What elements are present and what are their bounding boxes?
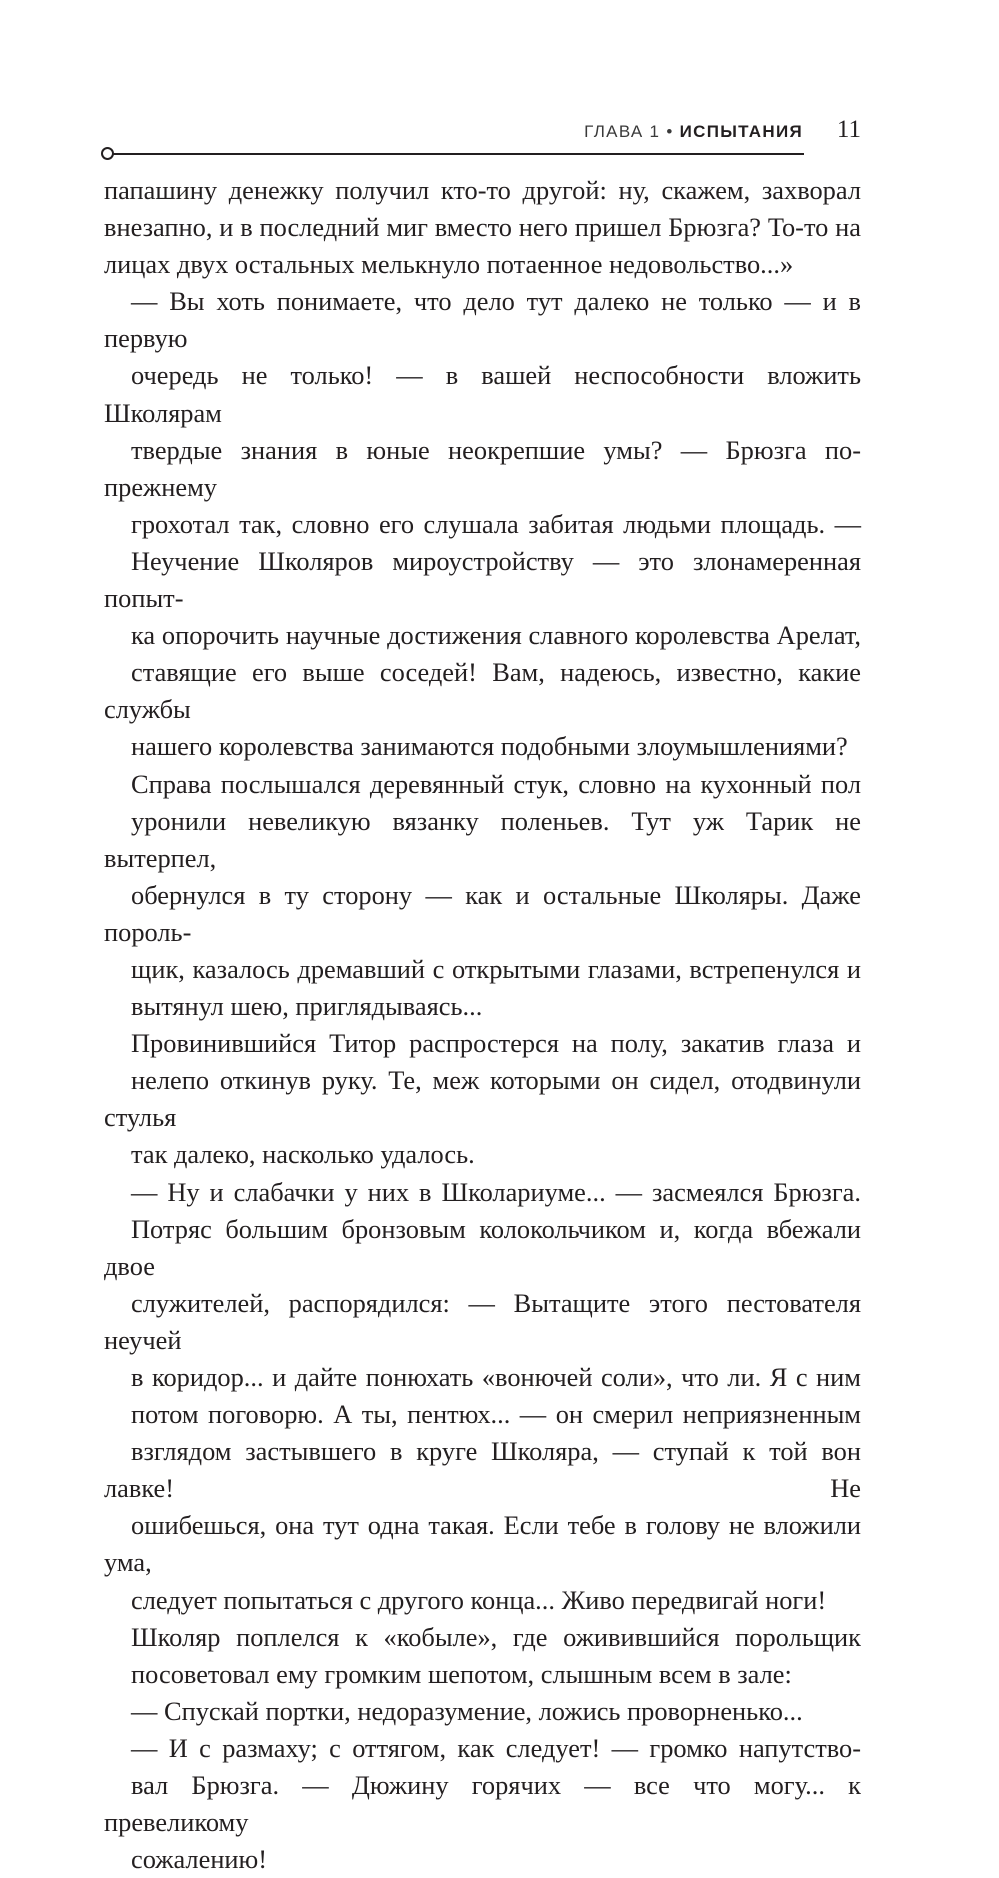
text-line: обернулся в ту сторону — как и остальные Школяры. Даже пороль- — [104, 879, 861, 947]
text-line: посоветовал ему громким шепотом, слышным всем в зале: — [131, 1658, 792, 1689]
text-line: следует попытаться с другого конца... Живо передвигай ноги! — [131, 1584, 827, 1615]
text-line: лицах двух остальных мелькнуло потаенное недовольство...» — [104, 249, 794, 280]
text-line: очередь не только! — в вашей неспособности вложить Школярам — [104, 360, 861, 428]
text-line: служителей, распорядился: — Вытащите этого пестователя неучей — [104, 1287, 861, 1355]
text-line: Неучение Школяров мироустройству — это злонамеренная попыт- — [104, 545, 861, 614]
text-line: твердые знания в юные неокрепшие умы? — Брюзга по-прежнему — [104, 434, 861, 502]
text-line: Школяр поплелся к «кобыле», где оживившийся порольщик — [131, 1621, 861, 1652]
text-line: потом поговорю. А ты, пентюх... — он смерил неприязненным — [131, 1399, 861, 1430]
text-line: — И с размаху; с оттягом, как следует! — громко напутство- — [131, 1732, 861, 1763]
text-line: уронили невеликую вязанку поленьев. Тут уж Тарик не вытерпел, — [104, 805, 861, 873]
paragraph — [104, 172, 861, 283]
paragraph — [104, 1730, 861, 1878]
text-line: в коридор... и дайте понюхать «вонючей соли», что ли. Я с ним — [131, 1362, 861, 1392]
paragraph — [104, 283, 861, 765]
chapter-title: ИСПЫТАНИЯ — [679, 122, 803, 141]
paragraph — [104, 766, 861, 1026]
page-number: 11 — [836, 116, 861, 143]
text-line: нелепо откинув руку. Те, меж которыми он сидел, отодвинули стулья — [104, 1065, 861, 1133]
text-line: папашину денежку получил кто-то другой: ну, скажем, захворал — [104, 175, 861, 205]
text-line: ка опорочить научные достижения славного королевства Арелат, — [131, 620, 861, 651]
text-line: внезапно, и в последний миг вместо него пришел Брюзга? То-то на — [104, 212, 861, 243]
chapter-prefix: ГЛАВА 1 • — [584, 122, 674, 141]
text-line: — Вы хоть понимаете, что дело тут далеко не только — и в первую — [104, 286, 861, 354]
rule-ornament-circle — [101, 147, 114, 160]
text-line: — Спускай портки, недоразумение, ложись проворненько... — [131, 1695, 803, 1726]
running-header — [104, 116, 861, 150]
text-line: так далеко, насколько удалось. — [131, 1139, 475, 1170]
text-line: вал Брюзга. — Дюжину горячих — все что могу... к превеликому — [104, 1770, 861, 1838]
text-line: ошибешься, она тут одна такая. Если тебе в голову не вложили ума, — [104, 1510, 861, 1578]
paragraph — [104, 1174, 861, 1619]
text-line: Справа послышался деревянный стук, словно на кухонный пол — [131, 768, 861, 799]
text-line: нашего королевства занимаются подобными злоумышлениями? — [131, 731, 848, 762]
text-line: грохотал так, словно его слушала забитая людьми площадь. — — [131, 508, 861, 539]
body-text — [104, 172, 861, 1878]
text-line: — Ну и слабачки у них в Школариуме... — засмеялся Брюзга. — [131, 1176, 861, 1207]
header-rule — [104, 153, 804, 155]
text-line: Потряс большим бронзовым колокольчиком и, когда вбежали двое — [104, 1213, 861, 1281]
chapter-heading — [584, 122, 803, 142]
paragraph — [104, 1025, 861, 1173]
text-line: щик, казалось дремавший с открытыми глазами, встрепенулся и — [131, 953, 861, 984]
paragraph — [104, 1619, 861, 1693]
text-line: взглядом застывшего в круге Школяра, — ступай к той вон лавке! Не — [104, 1436, 861, 1504]
paragraph — [104, 1693, 861, 1730]
text-line: вытянул шею, приглядываясь... — [131, 991, 483, 1022]
text-line: ставящие его выше соседей! Вам, надеюсь, известно, какие службы — [104, 657, 861, 725]
text-line: сожалению! — [131, 1844, 268, 1875]
text-line: Провинившийся Титор распростерся на полу, закатив глаза и — [131, 1028, 861, 1059]
